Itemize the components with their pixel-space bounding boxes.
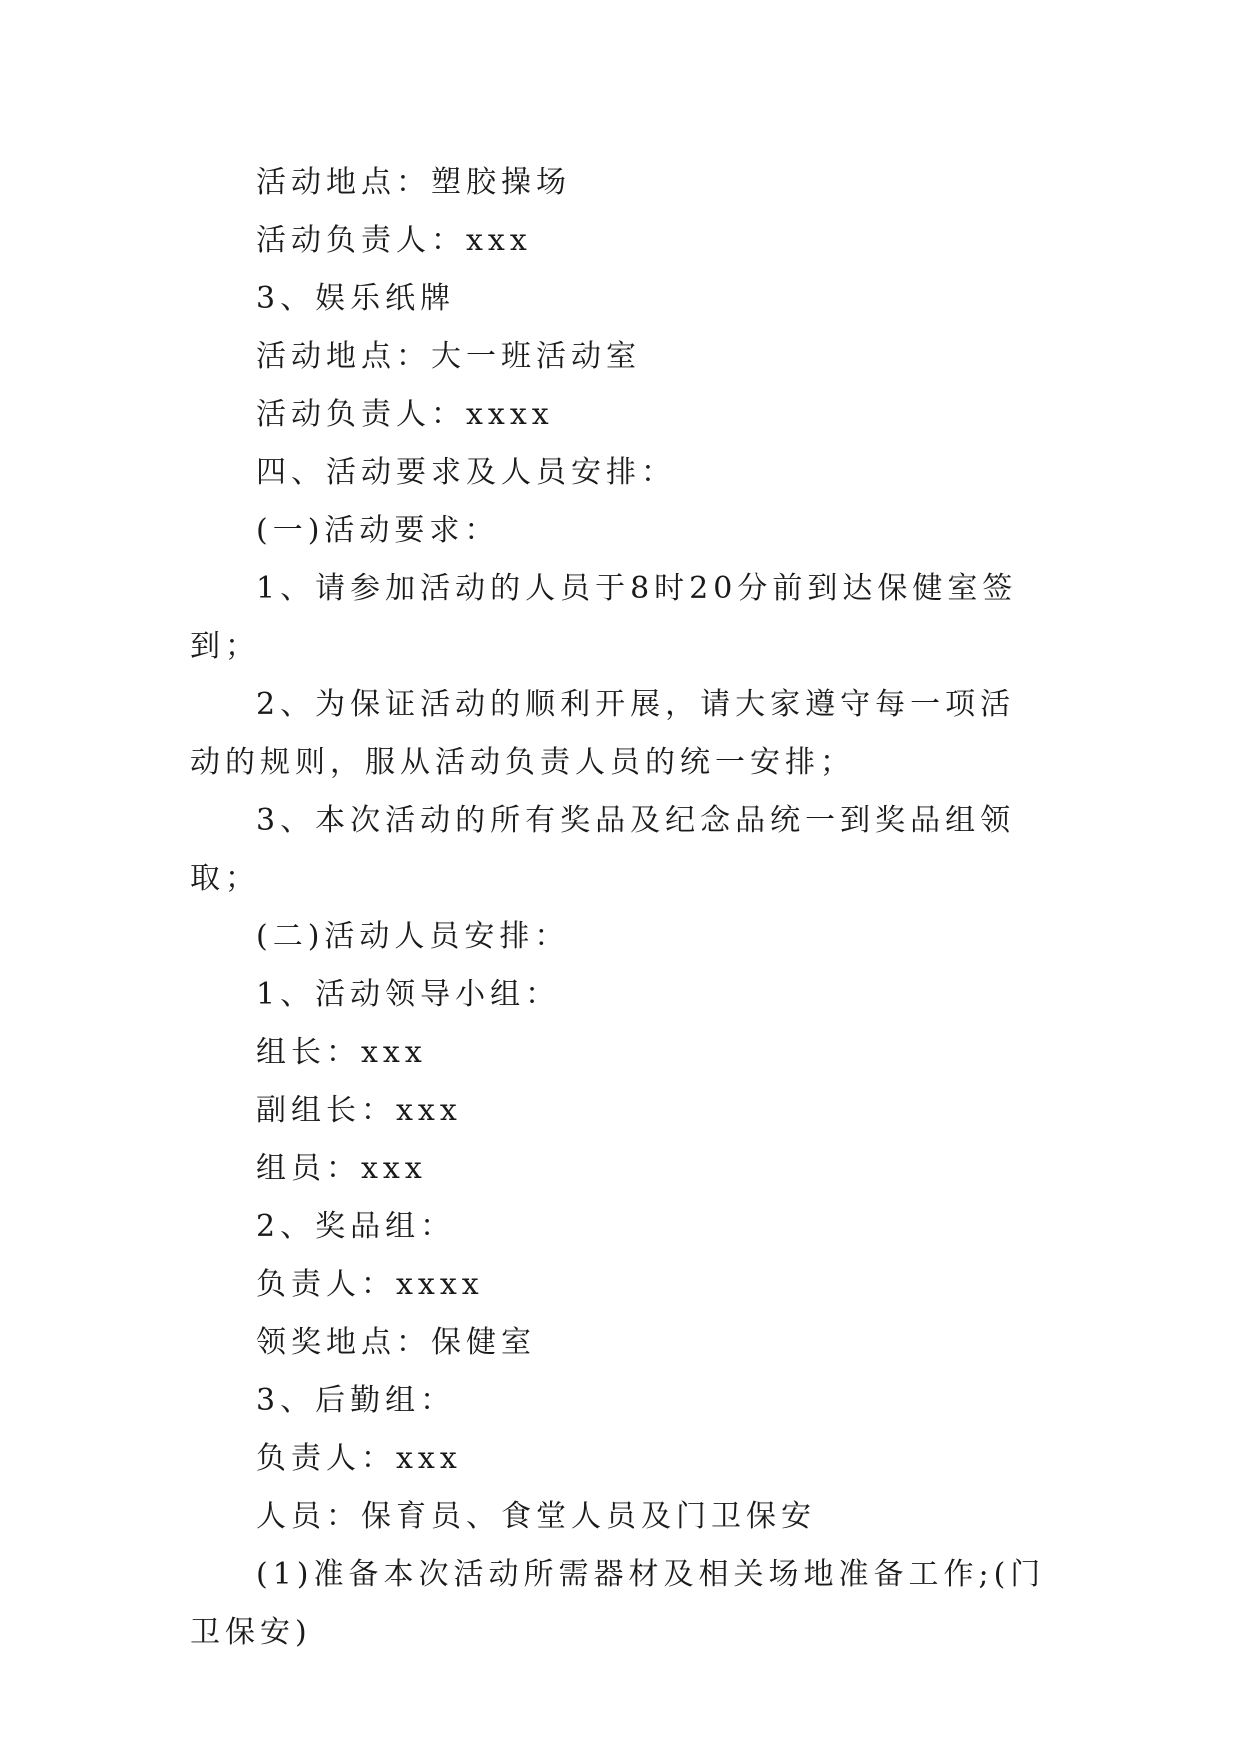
paragraph-person-in-charge: 活动负责人：xxx — [256, 223, 532, 258]
subsection-heading-staffing: (二)活动人员安排： — [256, 919, 570, 954]
staff-line: 负责人：xxxx — [256, 1267, 484, 1302]
group-heading-prizes: 2、奖品组： — [256, 1209, 456, 1244]
requirement-item: 3、本次活动的所有奖品及纪念品统一到奖品组领取； — [190, 803, 1016, 896]
staff-line: 副组长：xxx — [256, 1093, 462, 1128]
prize-location-line: 领奖地点：保健室 — [256, 1325, 536, 1360]
staff-line: 负责人：xxx — [256, 1441, 462, 1476]
paragraph-item-card-game: 3、娱乐纸牌 — [256, 281, 456, 316]
logistics-task-item: (1)准备本次活动所需器材及相关场地准备工作;(门卫保安) — [190, 1557, 1046, 1650]
section-heading-requirements: 四、活动要求及人员安排： — [256, 455, 676, 490]
requirement-item: 2、为保证活动的顺利开展，请大家遵守每一项活动的规则，服从活动负责人员的统一安排； — [190, 687, 1016, 780]
staff-line: 组长：xxx — [256, 1035, 427, 1070]
document-body — [190, 154, 1050, 1662]
subsection-heading-requirements: (一)活动要求： — [256, 513, 500, 548]
paragraph-person-in-charge: 活动负责人：xxxx — [256, 397, 554, 432]
requirement-item: 1、请参加活动的人员于8时20分前到达保健室签到； — [190, 571, 1018, 664]
staff-line: 组员：xxx — [256, 1151, 427, 1186]
group-heading-logistics: 3、后勤组： — [256, 1383, 456, 1418]
group-heading-leadership: 1、活动领导小组： — [256, 977, 561, 1012]
paragraph-venue-classroom: 活动地点：大一班活动室 — [256, 339, 641, 374]
staff-line: 人员：保育员、食堂人员及门卫保安 — [256, 1499, 816, 1534]
paragraph-venue-playground: 活动地点：塑胶操场 — [256, 165, 571, 200]
